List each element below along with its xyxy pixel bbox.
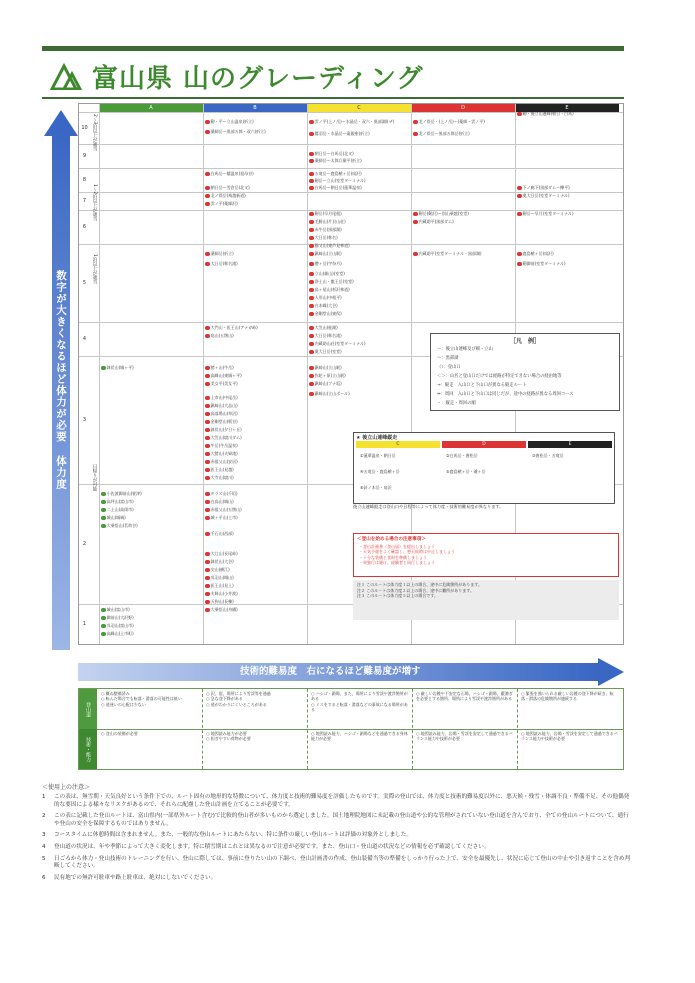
route-entry: 高落場山(草沼) (205, 411, 305, 417)
route-number-icon (205, 412, 210, 417)
route-number-icon (309, 296, 314, 301)
route-entry: 二上山(高岡市) (101, 507, 201, 513)
route-entry: 牛岳(牛岳温泉) (205, 443, 305, 449)
route-number-icon (309, 212, 314, 217)
route-entry: 剱・平〜立山温泉(折立) (205, 119, 305, 125)
route-number-icon (101, 500, 106, 505)
top-rule (42, 46, 624, 51)
route-entry: 赤祖父山(安居) (205, 459, 305, 465)
route-entry: 医王山(見越) (205, 467, 305, 473)
criteria-cell: ○ 地図読み能力、岩場・雪渓を安定して通過できるバランス能力や技術が必要 (521, 731, 618, 742)
route-number-icon (205, 202, 210, 207)
small-col-c: C (356, 441, 440, 448)
criteria-cell: ○ 概ね整備済み ○ 転んだ場合でも転落・滑落の可能性は低い ○ 道迷いの心配は少ない (101, 691, 182, 707)
route-number-icon (205, 194, 210, 199)
route-entry: 内蔵助山荘(室堂ターミナル) (309, 341, 409, 347)
route-entry: 鹿島槍ヶ岳(扇沢) (517, 251, 617, 257)
title-rule (42, 97, 624, 99)
route-number-icon (205, 532, 210, 537)
beginner-warning (353, 533, 619, 577)
row-group-label: 日帰りが可能 (92, 464, 97, 491)
route-entry: 剱岳〜早月(室堂ターミナル) (517, 211, 617, 217)
route-number-icon (309, 374, 314, 379)
route-number-icon (205, 452, 210, 457)
route-number-icon (309, 288, 314, 293)
route-entry: 天狗山(長棟) (205, 599, 305, 605)
usage-item: 4 登山道の状況は、年や季節によって大きく変化します。特に積雪期はこれとは異なるので注意が必要です。また、登山口・登山道の状況などの情報を必ず確認してください。 (42, 843, 490, 850)
criteria-section-trail: 登山道 (79, 689, 97, 729)
route-number-icon (413, 132, 418, 137)
route-number-icon (101, 508, 106, 513)
route-number-icon (309, 382, 314, 387)
route-number-icon (309, 228, 314, 233)
route-number-icon (309, 152, 314, 157)
route-number-icon (205, 460, 210, 465)
row-label-9: 9 (82, 153, 87, 159)
route-number-icon (309, 236, 314, 241)
route-entry: 大日岳(称名滝) (309, 333, 409, 339)
route-entry: 剱岳〜立山(室堂ターミナル) (309, 178, 409, 184)
route-entry: 鳥ヶ尾山(杉沢林道) (309, 287, 409, 293)
route-number-icon (205, 516, 210, 521)
route-entry: 鍬崎山(ブナ坂) (309, 381, 409, 387)
mountain-logo-icon (50, 62, 82, 90)
route-note: 注２ このルートは体力度２以上の場合、途中に難所があります。 (357, 587, 474, 593)
small-cell: ④五竜岳・鹿島槍ヶ岳 (360, 469, 400, 474)
row-label-1: 1 (82, 621, 87, 627)
criteria-cell: ○ ハシゴ・鎖場、また、場所により雪渓や渡渉箇所がある ○ ミスをすると転落・滑落などの事故になる場所がある (311, 691, 408, 713)
warning-line: ・登山計画書（登山届）を提出しましょう (359, 544, 435, 549)
criteria-cell: ○ 緊張を強いられる厳しい岩稜の登下降が続き、転落・滑落の危険箇所が連続する (521, 691, 614, 702)
route-entry: 金剛堂山(東俣) (309, 311, 409, 317)
route-number-icon (101, 524, 106, 529)
route-number-icon (101, 516, 106, 521)
route-entry: 剱岳(剱沢)〜別山乗越(室堂) (413, 211, 513, 217)
row-label-2: 2 (82, 541, 87, 547)
page-title: 富山県 山のグレーディング (92, 64, 424, 94)
route-entry: 鉢伏山(大谷) (205, 559, 305, 565)
route-number-icon (309, 172, 314, 177)
column-header-b: B (203, 104, 307, 112)
route-number-icon (101, 616, 106, 621)
row-label-6: 6 (82, 224, 87, 230)
route-number-icon (205, 404, 210, 409)
route-number-icon (309, 220, 314, 225)
route-entry: 白馬岳〜朝日岳(蓮華温泉) (309, 185, 409, 191)
route-number-icon (413, 212, 418, 217)
route-number-icon (309, 186, 314, 191)
route-entry: 赤牛岳(黒部湖) (309, 227, 409, 233)
legend-item: →：縦走 入山口と下山口が異なる縦走ルート (437, 383, 527, 388)
row-label-5: 5 (82, 280, 87, 286)
legend-item: （）：登山口 (437, 365, 461, 370)
route-number-icon (205, 576, 210, 581)
row-label-7: 7 (82, 198, 87, 204)
legend-item: ⇔：周回 入山口と下山口は同じだが、途中の経路が異なる周回コース (437, 392, 574, 397)
route-number-icon (309, 159, 314, 164)
route-entry: 城山(城端) (101, 515, 201, 521)
route-number-icon (309, 312, 314, 317)
route-number-icon (205, 552, 210, 557)
route-entry: 猫又山(東芦見林道) (309, 243, 409, 249)
route-entry: 鍬崎山(立山ボール) (309, 391, 409, 397)
route-number-icon (205, 500, 210, 505)
usage-item: 3 コースタイムに休憩時間は含まれません。また、一般的な登山ルートにあたらない、特に条件の厳しい登山ルートは評価の対象外としました。 (42, 832, 412, 839)
route-entry: 夫婦山(小井波) (205, 591, 305, 597)
route-number-icon (309, 252, 314, 257)
route-entry: 大寺山(境川) (205, 475, 305, 481)
route-number-icon (309, 262, 314, 267)
column-header-a: A (99, 104, 203, 112)
small-cell: ⑤鹿島槍ヶ岳・爺ヶ岳 (446, 469, 486, 474)
route-entry: 薬師岳〜太郎兵衛平(折立) (309, 158, 409, 164)
ushiro-tateyama-title: ★ 後立山連峰縦走 (356, 435, 398, 441)
route-number-icon (309, 120, 314, 125)
route-number-icon (205, 568, 210, 573)
route-entry: 雲ノ平(薬師沢) (205, 201, 305, 207)
route-entry: 大日岳(称名滝) (205, 261, 305, 267)
route-number-icon (205, 476, 210, 481)
route-note: 注３ このルートは体力度５以上の場合です。 (357, 593, 438, 599)
route-number-icon (413, 120, 418, 125)
route-number-icon (205, 420, 210, 425)
usage-title: ＜使用上の注意＞ (42, 784, 91, 791)
route-entry: 尖山(横江) (205, 567, 305, 573)
route-number-icon (205, 326, 210, 331)
column-header-c: C (307, 104, 411, 112)
route-entry: 奥大日岳(室堂) (309, 349, 409, 355)
route-entry: 大猪山(夫婦滝) (205, 451, 305, 457)
route-entry: 高峰山(上市町) (101, 631, 201, 637)
small-table-note: 後立山連峰縦走は登山口や日程等によって体力度・技術的難易度が異なります。 (353, 504, 504, 509)
small-col-d: D (442, 441, 526, 448)
row-label-10: 10 (81, 125, 88, 131)
usage-item: 1 この表は、無雪期・天気良好という条件下での、ルート固有の地形的な特徴について、体力度と技術的難易度を評価したものです。実際の登山では、体力度と技術的難易度以外に、悪天候・残雪・体調不良・準備不足、その他偶発的な要因による様々なリスクがあるので、それらに配慮した登山計画を立てることが必要です。 (42, 794, 630, 808)
legend-title: ［凡 例］ (509, 338, 540, 345)
route-entry: 鉢伏山(城ヶ平) (101, 365, 201, 371)
route-notes (353, 580, 619, 620)
route-entry: 剱御前(室堂ターミナル) (517, 261, 617, 267)
usage-item: 2 この表に記載した登山ルートは、富山県内(一部県外ルート含む)で比較的登山者が多いものから選定しました。国土地理院地図に未記載の登山道や公的な管理がされていない登山道を含んでおり、全ての登山ルートについて、通行や登山の安全を保障するものではありません。 (42, 813, 629, 827)
small-cell: ①蓮華温泉・朝日岳 (360, 453, 396, 458)
route-number-icon (309, 326, 314, 331)
usage-item: 6 民有地での無許可駐車や路上駐車は、絶対にしないでください。 (42, 874, 217, 881)
route-entry: 白鳥山(城山) (205, 499, 305, 505)
row-group-label: 1〜2泊以上が適当 (92, 184, 97, 222)
stamina-arrow-label: 数字が大きくなるほど体力が必要 体力度 (55, 270, 67, 490)
route-number-icon (309, 179, 314, 184)
route-entry: 北ノ俣岳・(上ノ岳)〜(薬師・雲ノ平) (413, 119, 513, 125)
route-number-icon (205, 608, 210, 613)
warning-line: ・十分な装備と食料を準備しましょう (359, 554, 427, 560)
route-entry: 内蔵助平(室堂ターミナル・黒部湖) (413, 251, 513, 257)
route-number-icon (517, 194, 522, 199)
route-entry: 大笠山(桂湖) (309, 325, 409, 331)
route-entry: 大辻山(長尾峠) (205, 551, 305, 557)
route-number-icon (517, 252, 522, 257)
route-entry: 薬師岳(折立) (205, 251, 305, 257)
route-number-icon (309, 392, 314, 397)
legend-item: ・：縦走・周回の順 (437, 401, 476, 406)
route-entry: 北ノ俣岳(飛越新道) (205, 193, 305, 199)
difficulty-arrow-label: 技術的難易度 右になるほど難易度が増す (240, 666, 421, 677)
route-entry: 大乗悟山(茗荷谷) (101, 523, 201, 529)
route-number-icon (517, 186, 522, 191)
route-entry: 城山(富山市) (101, 607, 201, 613)
route-number-icon (205, 396, 210, 401)
criteria-cell: ○ 地図読み能力、岩場・雪渓を安定して通過できるバランス能力や技術が必要 (416, 731, 513, 742)
route-entry: 上市山(中尾岳) (205, 395, 305, 401)
route-number-icon (101, 608, 106, 613)
route-number-icon (205, 382, 210, 387)
legend-item: ＜＞：山名と登山口だけでは経路が特定できない場合の経由地等 (437, 374, 562, 379)
route-number-icon (101, 492, 106, 497)
row-label-3: 3 (82, 417, 87, 423)
route-number-icon (309, 132, 314, 137)
criteria-cell: ○ 厳しい岩稜や不安定な石場、ハシゴ・鎖場、藪漕ぎを必要とする箇所、場所により雪渓や渡渉箇所がある (416, 691, 513, 702)
route-number-icon (413, 252, 418, 257)
legend (430, 333, 620, 411)
route-number-icon (309, 304, 314, 309)
route-entry: 小佐波御前山(笹津) (101, 491, 201, 497)
ushiro-tateyama-table (353, 432, 615, 504)
route-entry: 奥大日岳(室堂ターミナル) (517, 193, 617, 199)
criteria-cell: ○ 沢、崖、場所により雪渓等を通過 ○ 急な登下降がある ○ 道がわかりにくいところがある (206, 691, 271, 707)
route-number-icon (309, 366, 314, 371)
route-entry: 毛勝山(片貝山荘) (309, 219, 409, 225)
route-number-icon (309, 350, 314, 355)
route-entry: 浄土山・龍王岳(室堂) (309, 279, 409, 285)
route-entry: 薬師岳〜黒部五郎・双六(折立) (205, 129, 305, 135)
route-number-icon (205, 186, 210, 191)
route-number-icon (205, 600, 210, 605)
route-entry: 高峰山(東城ヶ平) (205, 373, 305, 379)
row-label-8: 8 (82, 177, 87, 183)
route-number-icon (205, 508, 210, 513)
route-number-icon (205, 252, 210, 257)
route-number-icon (205, 436, 210, 441)
route-entry: 鍬崎山(大品山) (205, 403, 305, 409)
route-entry: 内蔵助平(黒部ダム) (413, 219, 513, 225)
route-entry: 扇山(五箇山) (205, 333, 305, 339)
route-entry: 赤祖父山(五箇山) (205, 507, 305, 513)
column-header-e: E (515, 104, 619, 112)
criteria-cell: ○ 地図読み能力が必要 ○ 担ぎやすい荷物が必要 (206, 731, 251, 742)
route-entry: 立山(雄山)(室堂) (309, 271, 409, 277)
route-entry: 呉羽山(城山) (205, 575, 305, 581)
route-entry: キラズ山(千垣) (205, 491, 305, 497)
legend-item: 〜：黒部湖 (437, 356, 459, 361)
route-number-icon (101, 366, 106, 371)
route-number-icon (205, 468, 210, 473)
warning-title: ＜登山を始める場合の注意事項＞ (357, 537, 426, 542)
route-entry: 五竜岳〜鹿島槍ヶ岳(扇沢) (309, 171, 409, 177)
route-entry: 金剛堂山(栃谷) (205, 419, 305, 425)
route-number-icon (101, 632, 106, 637)
route-number-icon (205, 262, 210, 267)
row-label-4: 4 (82, 336, 87, 342)
route-entry: 猪ヶ山(牛岳) (205, 365, 305, 371)
route-number-icon (205, 492, 210, 497)
route-entry: 高坪山(富山市) (101, 499, 201, 505)
warning-line: ・天気予報をよく確認し、悪天候時は中止しましょう (359, 549, 455, 555)
route-entry: 鍬崎山(立山駅) (309, 365, 409, 371)
route-number-icon (517, 212, 522, 217)
route-number-icon (309, 342, 314, 347)
usage-item: 5 日ごろから体力・登山技術のトレーニングを行い、登山に際しては、事前に登りたい山の下調べ、登山計画書の作成、登山装備当等の準備をしっかり行った上で、安全を最優先し、状況に応じて登山の中止や引き返すことを含め判断してください。 (42, 855, 630, 870)
route-number-icon (205, 172, 210, 177)
route-entry: 千石山(西部) (205, 531, 305, 537)
small-cell: ②白馬岳・唐松岳 (446, 453, 478, 458)
criteria-cell: ○ 登山の装備が必要 (101, 731, 138, 736)
route-entry: 白木峰(大谷) (309, 303, 409, 309)
route-number-icon (309, 272, 314, 277)
route-entry: 人形山(中根平) (309, 295, 409, 301)
route-number-icon (205, 444, 210, 449)
route-entry: 北ノ俣岳〜黒部五郎岳(折立) (413, 131, 513, 137)
route-entry: 弥陀ヶ原(立山駅) (309, 373, 409, 379)
warning-line: ・単独行は避け、経験者と同行しましょう (359, 559, 435, 565)
small-cell: ⑥針ノ木岳・扇沢 (360, 485, 392, 490)
route-entry: 鷲羽岳・水晶岳〜裏銀座(折立) (309, 131, 409, 137)
route-entry: 大日岳(称名) (309, 235, 409, 241)
row-group-label: 1泊以上が適当 (92, 254, 97, 284)
route-entry: 朝日岳〜白馬岳(北又) (309, 151, 409, 157)
route-number-icon (205, 120, 210, 125)
route-number-icon (205, 592, 210, 597)
route-entry: 鉢伏山(夕日ヶ丘) (205, 427, 305, 433)
route-entry: 剱岳(早月尾根) (309, 211, 409, 217)
route-entry: 朝日岳〜雪倉岳(北又) (205, 185, 305, 191)
column-header-d: D (411, 104, 515, 112)
route-number-icon (517, 112, 522, 117)
route-entry: 剱・後立山連峰(朝日・白馬) (517, 111, 617, 117)
route-entry: 下ノ廊下(黒部ダム〜欅平) (517, 185, 617, 191)
small-cell: ③唐松岳・五竜岳 (532, 453, 564, 458)
route-number-icon (205, 366, 210, 371)
route-number-icon (205, 560, 210, 565)
route-number-icon (309, 244, 314, 249)
route-entry: 僧ヶ岳(宇奈月) (309, 261, 409, 267)
route-entry: 大乗悟山(舟橋) (205, 607, 305, 613)
route-number-icon (205, 334, 210, 339)
route-entry: 美女平(美女平) (205, 381, 305, 387)
route-entry: 鍬崎山(立山駅) (309, 251, 409, 257)
route-number-icon (309, 280, 314, 285)
route-entry: 雲ノ平(上ノ岳)〜水晶岳・双六・黒部湖/(ザ) (309, 119, 409, 125)
small-col-e: E (528, 441, 612, 448)
criteria-section-skill: 技術・能力 (79, 729, 97, 769)
usage-notes (42, 782, 632, 886)
route-number-icon (205, 130, 210, 135)
route-number-icon (205, 374, 210, 379)
route-entry: 御前山(大沢野) (101, 615, 201, 621)
route-number-icon (205, 428, 210, 433)
route-number-icon (101, 624, 106, 629)
criteria-cell: ○ 地図読み能力、ハシゴ・鎖場などを通過できる身体能力が必要 (311, 731, 408, 742)
route-number-icon (413, 220, 418, 225)
route-entry: 城ヶ平山(上市) (205, 515, 305, 521)
route-entry: 医王山(見上) (205, 583, 305, 589)
route-entry: 大笠山(境川ダム) (205, 435, 305, 441)
route-number-icon (309, 334, 314, 339)
route-entry: 大門山・医王山(アナガ峠) (205, 325, 305, 331)
row-group-label: 2〜3泊以上が適当 (92, 114, 97, 152)
route-number-icon (517, 262, 522, 267)
criteria-table (78, 688, 624, 770)
route-number-icon (205, 584, 210, 589)
route-entry: 白馬岳〜鑓温泉(祖母谷) (205, 171, 305, 177)
legend-item: 〜：後立山連峰及び剱・立山 (437, 347, 493, 352)
route-note: 注１ このルートは体力度１以上の場合、途中に危険箇所があります。 (357, 582, 482, 587)
route-entry: 呉羽山(富山市) (101, 623, 201, 629)
